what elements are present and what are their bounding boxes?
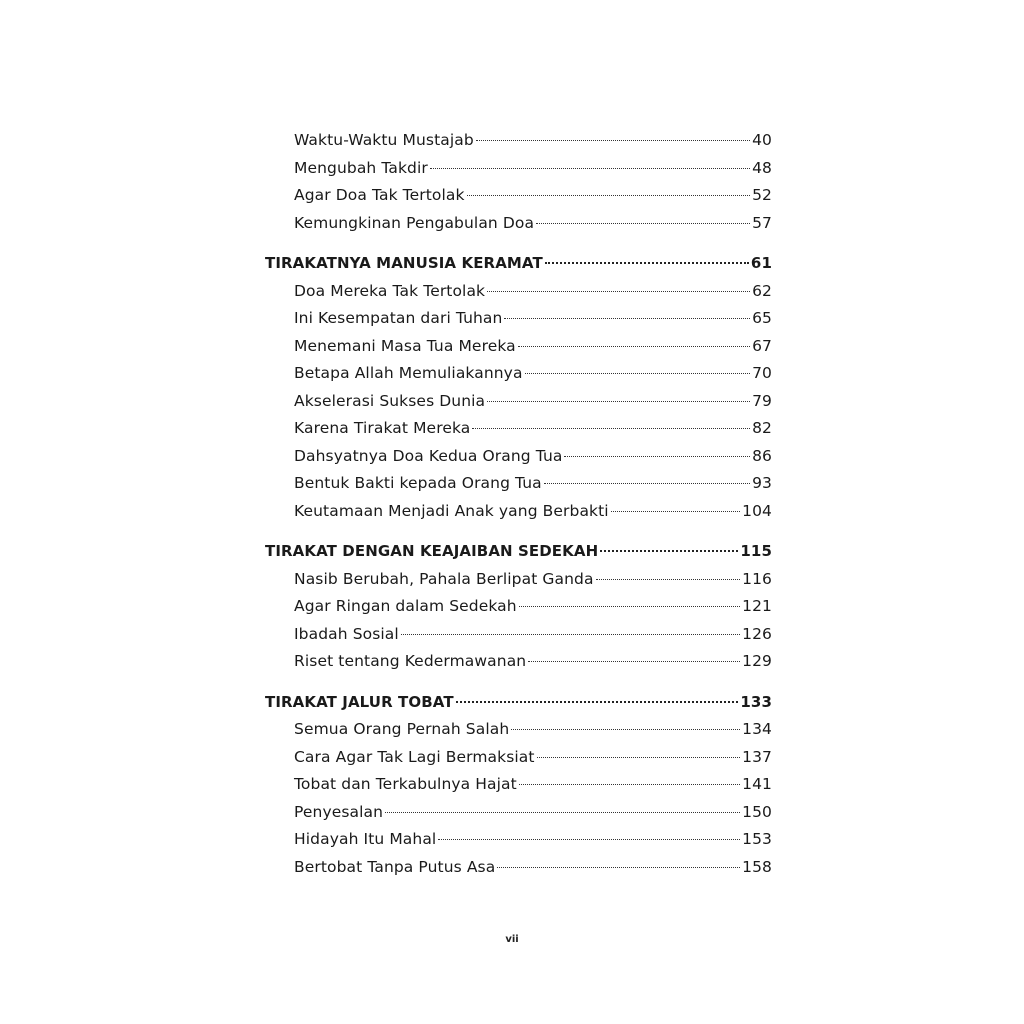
dot-leader	[519, 606, 740, 607]
entry-title: Tobat dan Terkabulnya Hajat	[294, 775, 517, 793]
dot-leader	[564, 456, 750, 457]
toc-entry	[265, 415, 772, 443]
dot-leader	[430, 168, 750, 169]
toc-entry	[265, 716, 772, 744]
entry-title: Nasib Berubah, Pahala Berlipat Ganda	[294, 569, 594, 588]
dot-leader	[487, 401, 750, 402]
dot-leader	[536, 223, 750, 224]
entry-title: Keutamaan Menjadi Anak yang Berbakti	[294, 501, 609, 520]
entry-page-number: 134	[742, 720, 772, 738]
entry-page-number: 158	[742, 857, 772, 876]
dot-leader	[385, 812, 740, 813]
dot-leader	[456, 701, 739, 703]
entry-title: Agar Ringan dalam Sedekah	[294, 597, 517, 615]
entry-title: Bentuk Bakti kepada Orang Tua	[294, 474, 542, 492]
entry-page-number: 116	[742, 569, 772, 588]
toc-entry	[265, 566, 772, 594]
entry-title: Cara Agar Tak Lagi Bermaksiat	[294, 747, 535, 766]
toc-entry	[265, 388, 772, 416]
toc-entry	[265, 799, 772, 827]
entry-page-number: 52	[752, 186, 772, 204]
entry-page-number: 70	[752, 364, 772, 382]
toc-entry	[265, 826, 772, 854]
dot-leader	[438, 839, 740, 840]
entry-page-number: 62	[752, 281, 772, 300]
toc-entry	[265, 443, 772, 471]
chapter-page-number: 133	[740, 692, 772, 711]
dot-leader	[528, 661, 740, 662]
dot-leader	[611, 511, 740, 512]
entry-page-number: 104	[742, 501, 772, 520]
entry-title: Bertobat Tanpa Putus Asa	[294, 857, 496, 876]
entry-page-number: 129	[742, 652, 772, 670]
toc-section	[265, 127, 772, 237]
dot-leader	[544, 483, 750, 484]
entry-page-number: 67	[752, 336, 772, 355]
entry-page-number: 65	[752, 309, 772, 327]
toc-entry	[265, 155, 772, 183]
entry-page-number: 48	[752, 158, 772, 177]
dot-leader	[519, 784, 740, 785]
entry-title: Karena Tirakat Mereka	[294, 419, 471, 437]
entry-page-number: 126	[742, 624, 772, 643]
dot-leader	[596, 579, 741, 580]
entry-page-number: 86	[752, 446, 772, 465]
entry-page-number: 79	[752, 391, 772, 410]
entry-page-number: 57	[752, 213, 772, 232]
chapter-page-number: 115	[740, 542, 772, 560]
entry-title: Doa Mereka Tak Tertolak	[294, 281, 486, 300]
dot-leader	[537, 757, 741, 758]
toc-entry	[265, 854, 772, 882]
entry-page-number: 82	[752, 419, 772, 437]
toc-entry	[265, 278, 772, 306]
dot-leader	[487, 291, 750, 292]
toc-entry	[265, 593, 772, 621]
dot-leader	[467, 195, 750, 196]
toc-entry	[265, 127, 772, 155]
entry-title: Betapa Allah Memuliakannya	[294, 364, 523, 382]
dot-leader	[511, 729, 740, 730]
entry-title: Hidayah Itu Mahal	[294, 830, 437, 848]
toc-chapter-heading	[265, 250, 772, 278]
entry-title: Kemungkinan Pengabulan Doa	[294, 213, 535, 232]
entry-title: Ini Kesempatan dari Tuhan	[294, 309, 503, 327]
entry-title: Agar Doa Tak Tertolak	[294, 186, 465, 204]
dot-leader	[518, 346, 750, 347]
entry-title: Akselerasi Sukses Dunia	[294, 391, 486, 410]
toc-entry	[265, 648, 772, 676]
entry-title: Waktu-Waktu Mustajab	[294, 131, 474, 149]
toc-chapter-heading	[265, 538, 772, 566]
toc-entry	[265, 333, 772, 361]
toc-entry	[265, 744, 772, 772]
toc-entry	[265, 621, 772, 649]
entry-page-number: 40	[752, 131, 772, 149]
dot-leader	[504, 318, 750, 319]
page-number: vii	[505, 934, 519, 945]
entry-page-number: 141	[742, 775, 772, 793]
entry-title: Dahsyatnya Doa Kedua Orang Tua	[294, 446, 563, 465]
dot-leader	[401, 634, 740, 635]
entry-title: Semua Orang Pernah Salah	[294, 720, 510, 738]
entry-title: Riset tentang Kedermawanan	[294, 652, 527, 670]
toc-entry	[265, 210, 772, 238]
table-of-contents	[265, 127, 772, 894]
entry-title: Ibadah Sosial	[294, 624, 399, 643]
toc-section	[265, 538, 772, 676]
entry-page-number: 93	[752, 474, 772, 492]
entry-page-number: 150	[742, 802, 772, 821]
dot-leader	[476, 140, 750, 141]
dot-leader	[497, 867, 740, 868]
entry-page-number: 121	[742, 597, 772, 615]
toc-entry	[265, 771, 772, 799]
toc-entry	[265, 182, 772, 210]
chapter-title: TIRAKATNYA MANUSIA KERAMAT	[265, 254, 543, 272]
toc-entry	[265, 305, 772, 333]
dot-leader	[472, 428, 750, 429]
toc-entry	[265, 470, 772, 498]
dot-leader	[525, 373, 751, 374]
dot-leader	[600, 550, 738, 552]
entry-page-number: 137	[742, 747, 772, 766]
entry-title: Mengubah Takdir	[294, 158, 428, 177]
entry-page-number: 153	[742, 830, 772, 848]
toc-chapter-heading	[265, 689, 772, 717]
chapter-title: TIRAKAT JALUR TOBAT	[265, 692, 454, 711]
toc-entry	[265, 498, 772, 526]
entry-title: Menemani Masa Tua Mereka	[294, 336, 516, 355]
entry-title: Penyesalan	[294, 802, 384, 821]
toc-entry	[265, 360, 772, 388]
dot-leader	[545, 262, 749, 264]
chapter-page-number: 61	[750, 254, 772, 272]
toc-section	[265, 689, 772, 882]
toc-section	[265, 250, 772, 525]
chapter-title: TIRAKAT DENGAN KEAJAIBAN SEDEKAH	[265, 542, 599, 560]
